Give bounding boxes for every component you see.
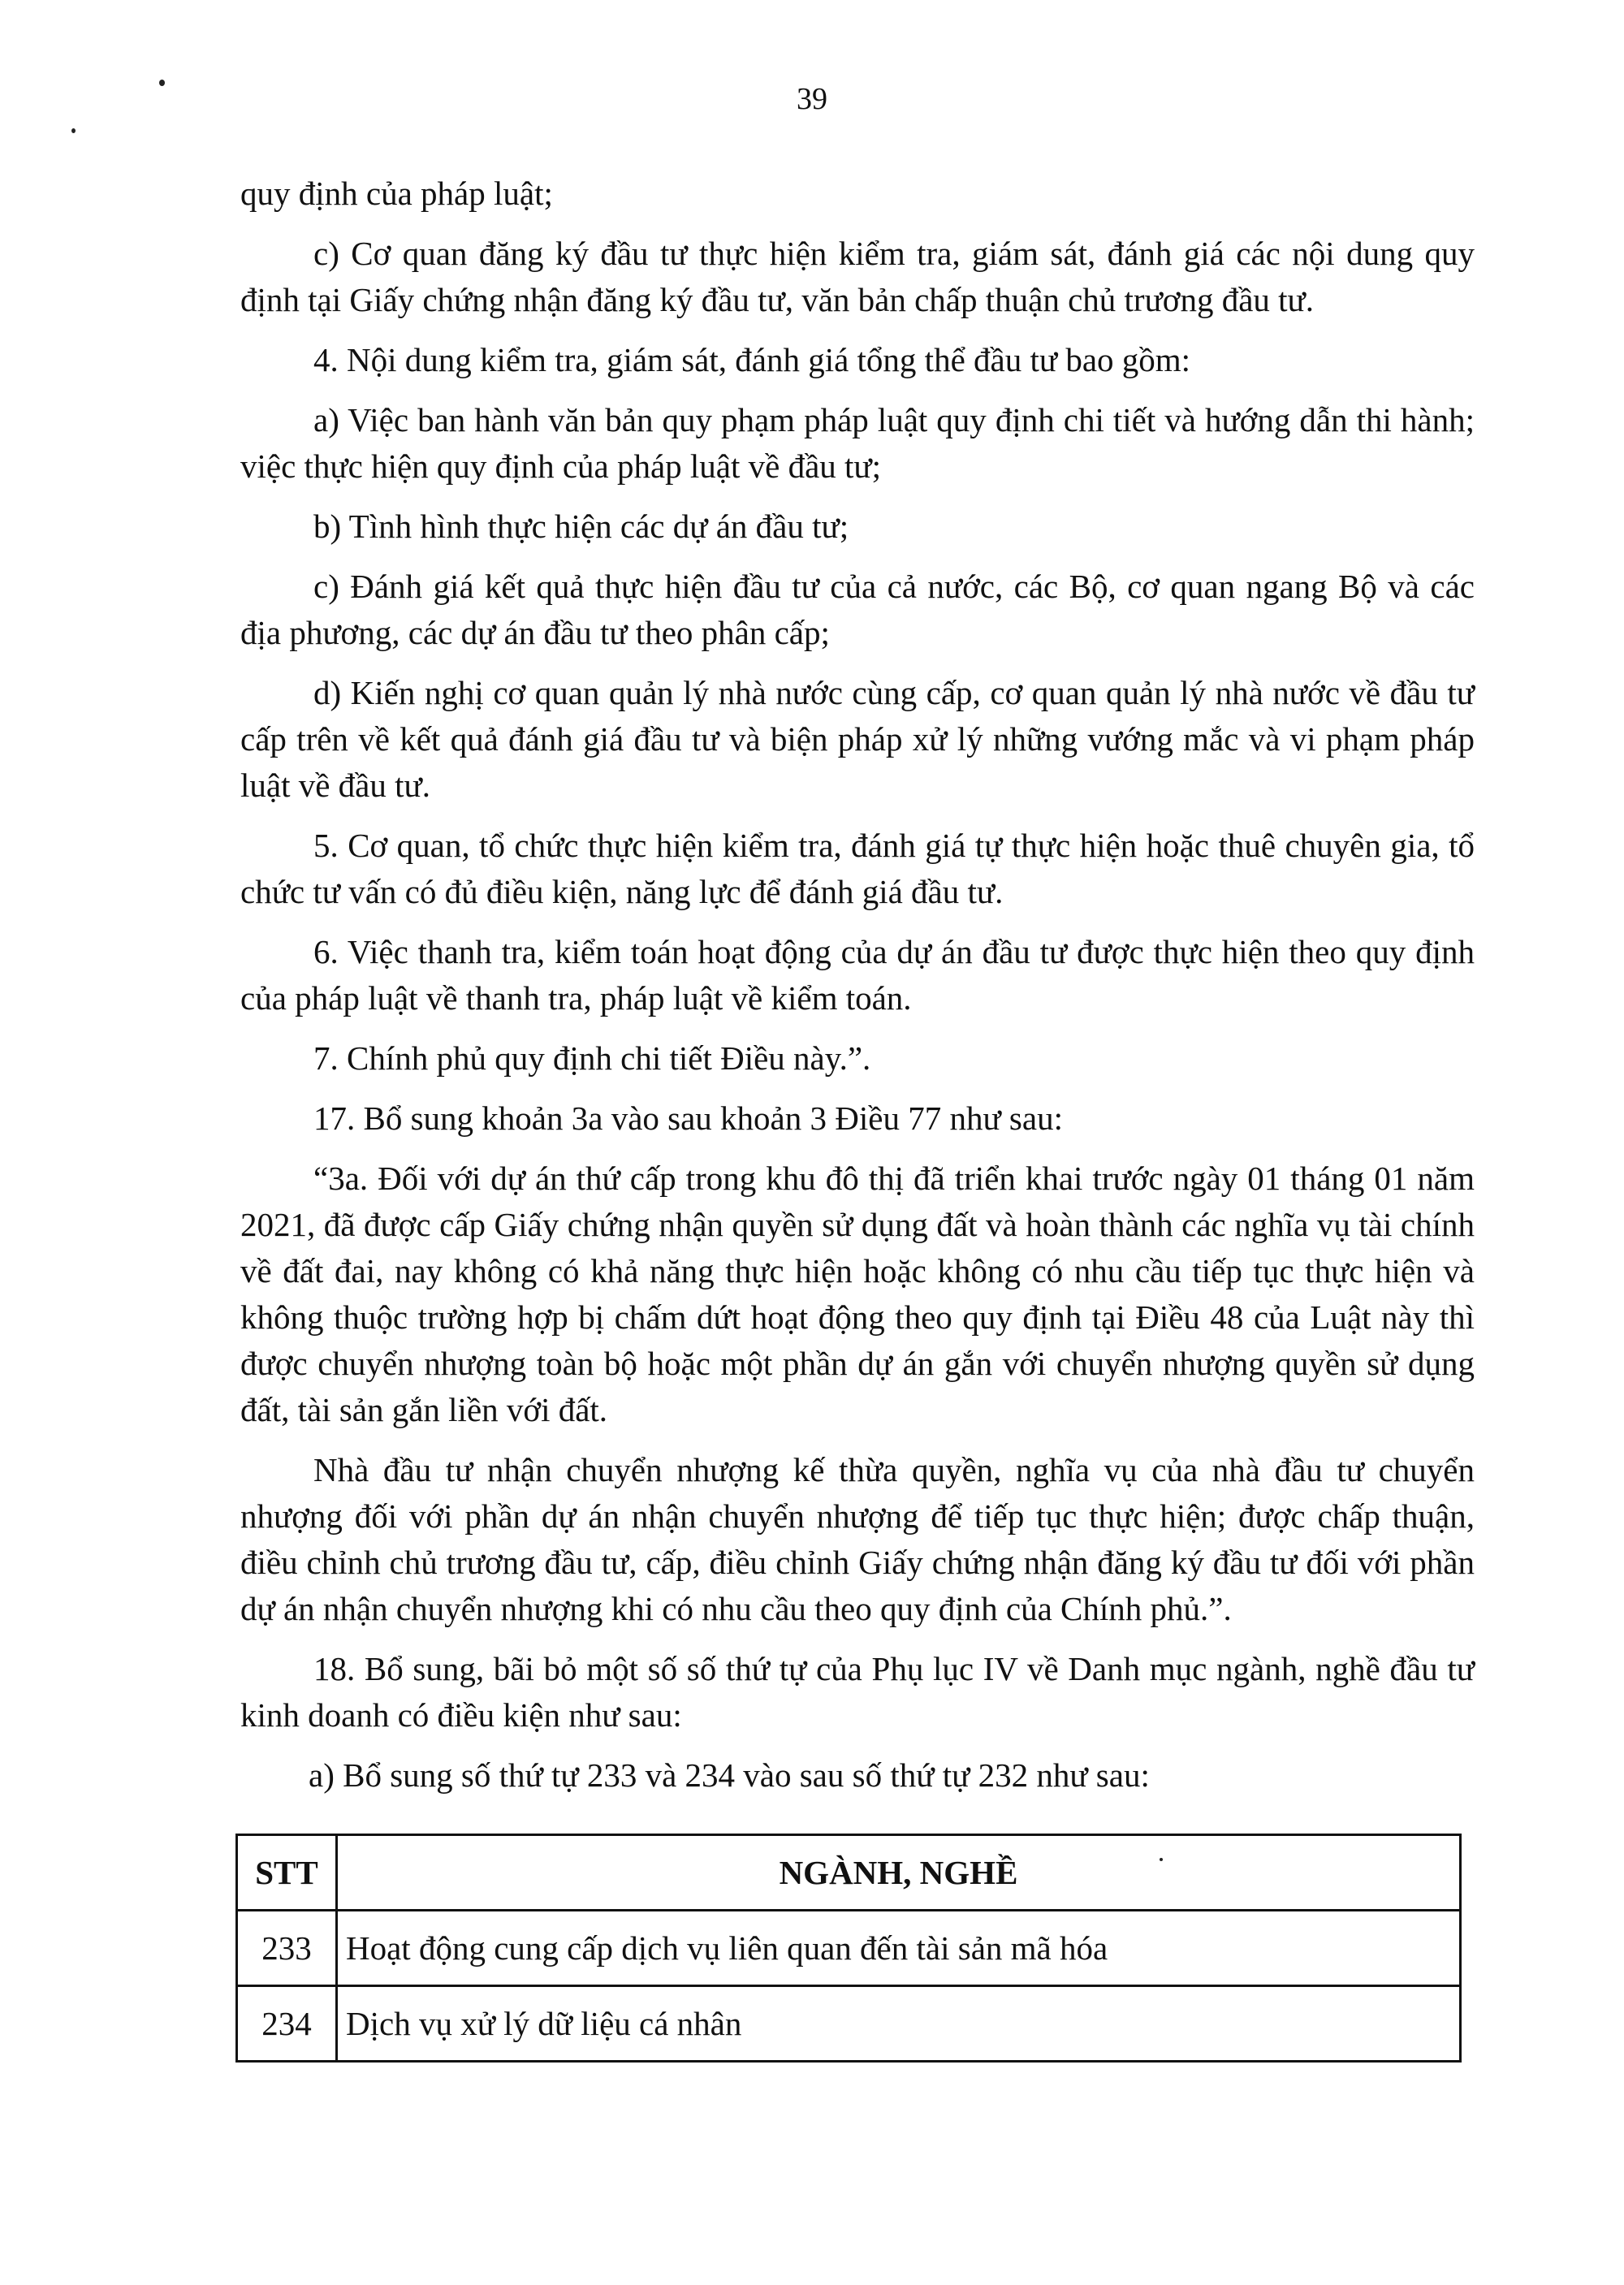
paragraph: 18. Bổ sung, bãi bỏ một số số thứ tự của Phụ lục IV về Danh mục ngành, nghề đầu tư kinh doanh có điều kiện như sau: — [240, 1650, 1475, 1734]
paragraph: b) Tình hình thực hiện các dự án đầu tư; — [313, 508, 849, 545]
page-number: 39 — [797, 82, 827, 116]
scan-speck — [71, 128, 76, 133]
paragraph: 5. Cơ quan, tổ chức thực hiện kiểm tra, đánh giá tự thực hiện hoặc thuê chuyên gia, tổ chức tư vấn có đủ điều kiện, năng lực để đánh giá đầu tư. — [240, 827, 1475, 910]
column-header-stt: STT — [237, 1835, 337, 1911]
paragraph: Nhà đầu tư nhận chuyển nhượng kế thừa quyền, nghĩa vụ của nhà đầu tư chuyển nhượng đối với phần dự án nhận chuyển nhượng để tiếp tục thực hiện; được chấp thuận, điều chỉnh chủ trương đầu tư, cấp, điều chỉnh Giấy chứng nhận đăng ký đầu tư đối với phần dự án nhận chuyển nhượng khi có nhu cầu theo quy định của Chính phủ.”. — [240, 1451, 1475, 1627]
table-cell-stt: 234 — [237, 1986, 337, 2062]
column-header-nganh-nghe: NGÀNH, NGHỀ — [337, 1835, 1461, 1911]
table-cell-stt: 233 — [237, 1911, 337, 1986]
table-cell-nganh-nghe: Hoạt động cung cấp dịch vụ liên quan đến tài sản mã hóa — [337, 1911, 1461, 1986]
paragraph: c) Đánh giá kết quả thực hiện đầu tư của cả nước, các Bộ, cơ quan ngang Bộ và các địa phương, các dự án đầu tư theo phân cấp; — [240, 568, 1475, 651]
table-cell-nganh-nghe: Dịch vụ xử lý dữ liệu cá nhân — [337, 1986, 1461, 2062]
paragraph: 6. Việc thanh tra, kiểm toán hoạt động của dự án đầu tư được thực hiện theo quy định của pháp luật về thanh tra, pháp luật về kiểm toán. — [240, 933, 1475, 1017]
paragraph: a) Bổ sung số thứ tự 233 và 234 vào sau số thứ tự 232 như sau: — [309, 1756, 1150, 1794]
paragraph: “3a. Đối với dự án thứ cấp trong khu đô thị đã triển khai trước ngày 01 tháng 01 năm 2021, đã được cấp Giấy chứng nhận quyền sử dụng đất và hoàn thành các nghĩa vụ tài chính về đất đai, nay không có khả năng thực hiện hoặc không có nhu cầu tiếp tục thực hiện và không thuộc trường hợp bị chấm dứt hoạt động theo quy định tại Điều 48 của Luật này thì được chuyển nhượng toàn bộ hoặc một phần dự án gắn với chuyển nhượng quyền sử dụng đất, tài sản gắn liền với đất. — [240, 1160, 1475, 1428]
paragraph: 4. Nội dung kiểm tra, giám sát, đánh giá tổng thể đầu tư bao gồm: — [313, 341, 1191, 378]
paragraph: 7. Chính phủ quy định chi tiết Điều này.”. — [313, 1039, 871, 1077]
paragraph: quy định của pháp luật; — [240, 175, 553, 212]
table-header-row — [237, 1835, 1461, 1911]
table-row — [237, 1986, 1461, 2062]
paragraph: a) Việc ban hành văn bản quy phạm pháp luật quy định chi tiết và hướng dẫn thi hành; việc thực hiện quy định của pháp luật về đầu tư; — [240, 401, 1475, 485]
paragraph: d) Kiến nghị cơ quan quản lý nhà nước cùng cấp, cơ quan quản lý nhà nước về đầu tư cấp trên về kết quả đánh giá đầu tư và biện pháp xử lý những vướng mắc và vi phạm pháp luật về đầu tư. — [240, 674, 1475, 804]
paragraph: 17. Bổ sung khoản 3a vào sau khoản 3 Điều 77 như sau: — [313, 1099, 1063, 1137]
body-text — [240, 171, 1475, 1812]
paragraph: c) Cơ quan đăng ký đầu tư thực hiện kiểm tra, giám sát, đánh giá các nội dung quy định tại Giấy chứng nhận đăng ký đầu tư, văn bản chấp thuận chủ trương đầu tư. — [240, 235, 1475, 318]
table-row — [237, 1911, 1461, 1986]
business-lines-table — [235, 1834, 1462, 2063]
